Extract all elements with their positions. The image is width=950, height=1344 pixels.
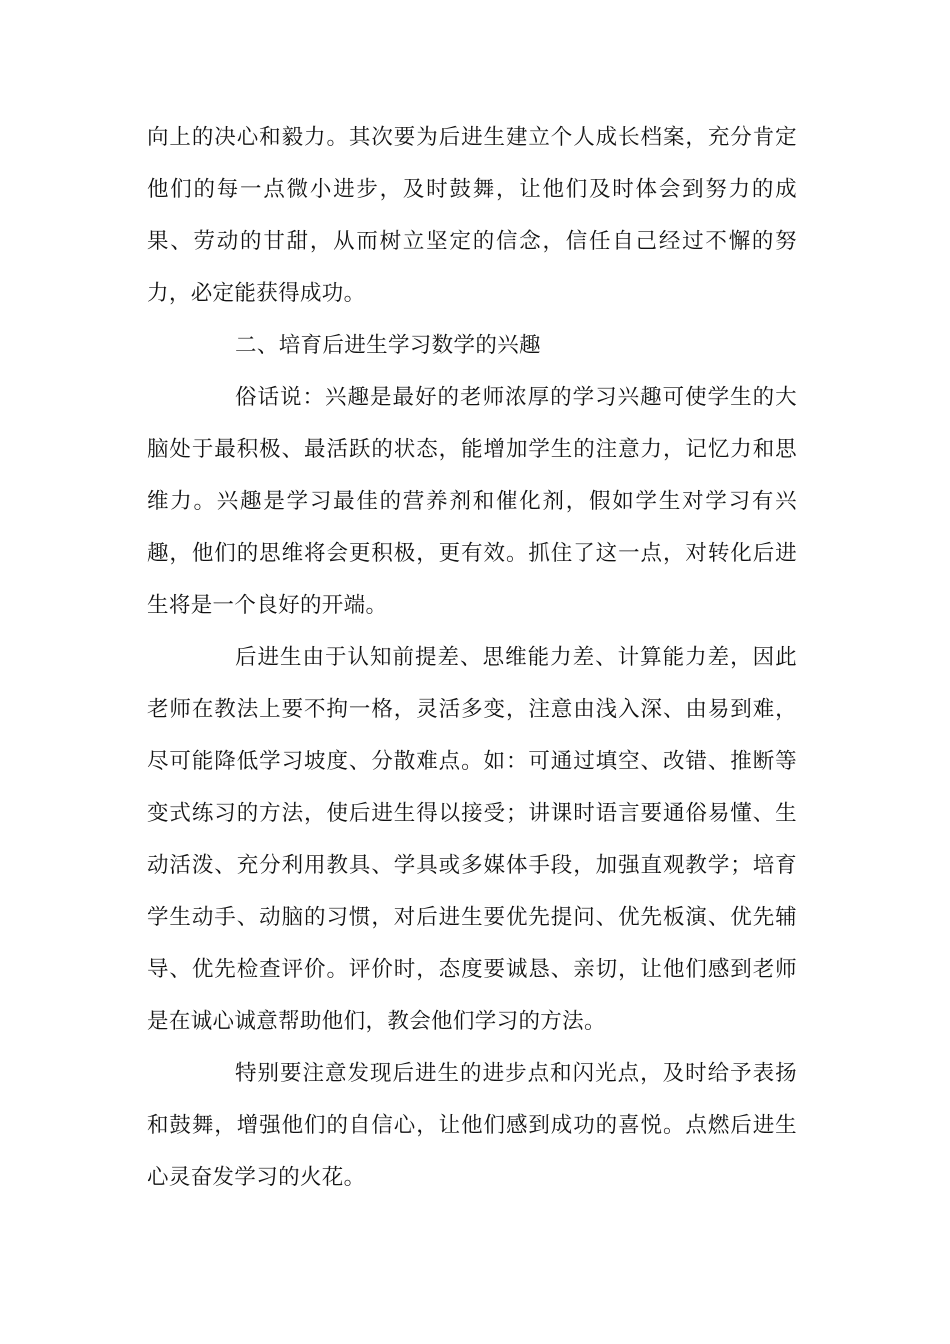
paragraph-continuation: 向上的决心和毅力。其次要为后进生建立个人成长档案，充分肯定他们的每一点微小进步，及时鼓舞，让他们及时体会到努力的成果、劳动的甘甜，从而树立坚定的信念，信任自己经过不懈的努力，必定能获得成功。	[147, 125, 797, 306]
paragraph-praise: 特别要注意发现后进生的进步点和闪光点，及时给予表扬和鼓舞，增强他们的自信心，让他们感到成功的喜悦。点燃后进生心灵奋发学习的火花。	[147, 1061, 797, 1190]
section-heading: 二、培育后进生学习数学的兴趣	[235, 333, 541, 358]
document-body	[147, 112, 797, 1204]
paragraph-interest: 俗话说：兴趣是最好的老师浓厚的学习兴趣可使学生的大脑处于最积极、最活跃的状态，能增加学生的注意力，记忆力和思维力。兴趣是学习最佳的营养剂和催化剂，假如学生对学习有兴趣，他们的思维将会更积极，更有效。抓住了这一点，对转化后进生将是一个良好的开端。	[147, 385, 797, 618]
paragraph-teaching-method: 后进生由于认知前提差、思维能力差、计算能力差，因此老师在教法上要不拘一格，灵活多变，注意由浅入深、由易到难，尽可能降低学习坡度、分散难点。如：可通过填空、改错、推断等变式练习的方法，使后进生得以接受；讲课时语言要通俗易懂、生动活泼、充分利用教具、学具或多媒体手段，加强直观教学；培育学生动手、动脑的习惯，对后进生要优先提问、优先板演、优先辅导、优先检查评价。评价时，态度要诚恳、亲切，让他们感到老师是在诚心诚意帮助他们，教会他们学习的方法。	[147, 645, 797, 1034]
